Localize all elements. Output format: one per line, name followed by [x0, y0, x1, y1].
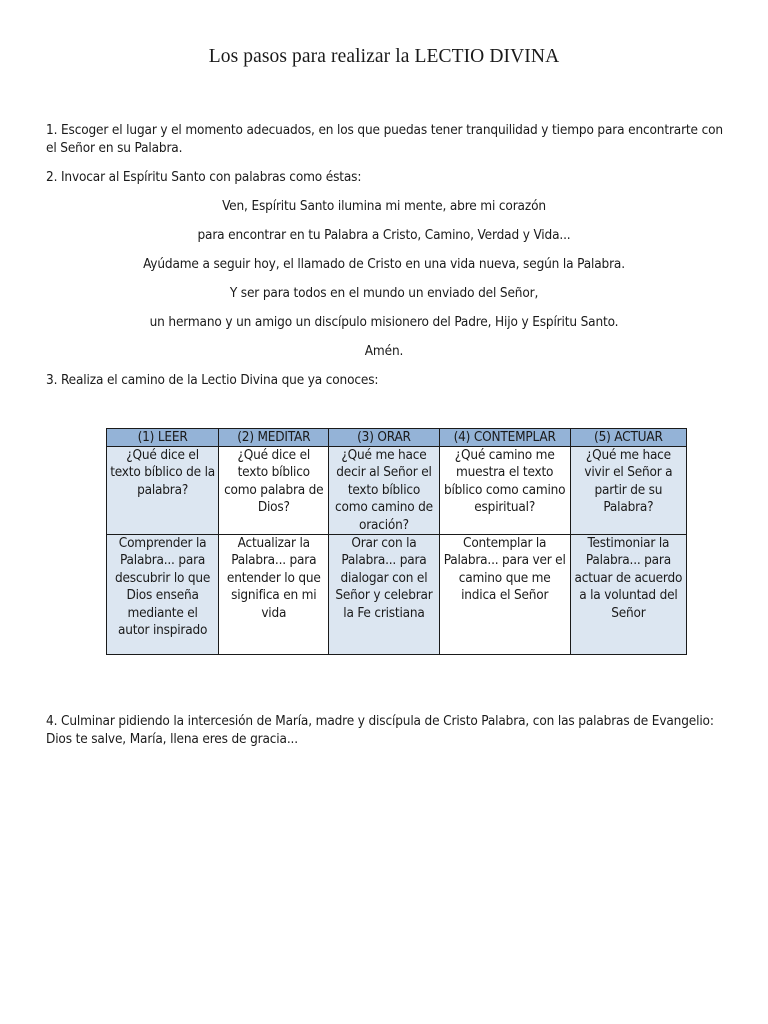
prayer-line: Y ser para todos en el mundo un enviado del Señor,	[229, 285, 539, 301]
table-row	[107, 535, 687, 655]
header-leer: (1) LEER	[107, 429, 219, 447]
prayer-line: para encontrar en tu Palabra a Cristo, Camino, Verdad y Vida...	[197, 227, 571, 243]
table-cell: ¿Qué me hace decir al Señor el texto bíblico como camino de oración?	[329, 447, 439, 535]
lectio-divina-table	[106, 428, 687, 655]
table-cell: Orar con la Palabra... para dialogar con el Señor y celebrar la Fe cristiana	[329, 535, 439, 655]
header-actuar: (5) ACTUAR	[570, 429, 686, 447]
step-1-text: 1. Escoger el lugar y el momento adecuados, en los que puedas tener tranquilidad y tiempo para encontrarte con el Señor en su Palabra.	[46, 122, 723, 156]
prayer-line: Ayúdame a seguir hoy, el llamado de Cristo en una vida nueva, según la Palabra.	[143, 256, 625, 272]
page-title: Los pasos para realizar la LECTIO DIVINA	[208, 46, 560, 67]
table-cell: ¿Qué dice el texto bíblico como palabra de Dios?	[219, 447, 329, 535]
table-cell: Actualizar la Palabra... para entender lo que significa en mi vida	[219, 535, 329, 655]
table-cell: ¿Qué camino me muestra el texto bíblico como camino espiritual?	[439, 447, 570, 535]
table-row	[107, 447, 687, 535]
table-header-row	[107, 429, 687, 447]
prayer-line-amen: Amén.	[364, 343, 404, 359]
table-cell: Comprender la Palabra... para descubrir lo que Dios enseña mediante el autor inspirado	[107, 535, 219, 655]
table-cell: ¿Qué dice el texto bíblico de la palabra?	[107, 447, 219, 535]
step-2-text: 2. Invocar al Espíritu Santo con palabras como éstas:	[46, 169, 362, 185]
header-meditar: (2) MEDITAR	[219, 429, 329, 447]
header-contemplar: (4) CONTEMPLAR	[439, 429, 570, 447]
table-cell: Contemplar la Palabra... para ver el camino que me indica el Señor	[439, 535, 570, 655]
step-4-text: 4. Culminar pidiendo la intercesión de María, madre y discípula de Cristo Palabra, con las palabras de Evangelio: Dios te salve, María, llena eres de gracia...	[46, 713, 714, 747]
prayer-line: Ven, Espíritu Santo ilumina mi mente, abre mi corazón	[222, 198, 546, 214]
header-orar: (3) ORAR	[329, 429, 439, 447]
table-cell: Testimoniar la Palabra... para actuar de acuerdo a la voluntad del Señor	[570, 535, 686, 655]
prayer-line: un hermano y un amigo un discípulo misionero del Padre, Hijo y Espíritu Santo.	[149, 314, 619, 330]
step-3-text: 3. Realiza el camino de la Lectio Divina que ya conoces:	[46, 372, 379, 388]
table-cell: ¿Qué me hace vivir el Señor a partir de su Palabra?	[570, 447, 686, 535]
